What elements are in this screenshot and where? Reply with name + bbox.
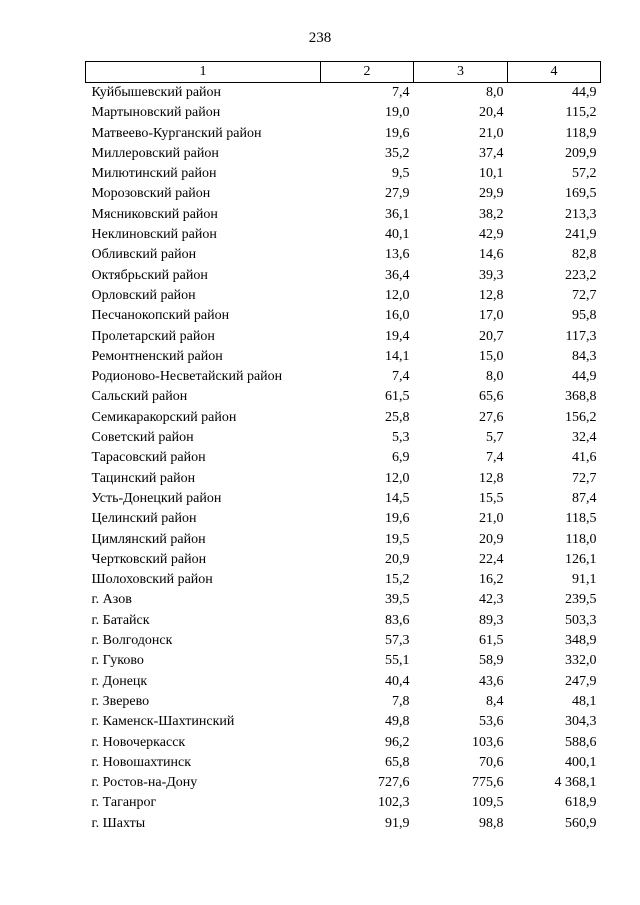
column-2-value: 96,2: [385, 734, 410, 750]
column-4-value: 209,9: [565, 145, 597, 161]
row-name-cell: Родионово-Несветайский район: [91, 369, 283, 385]
row-name-cell: Ремонтненский район: [91, 348, 223, 364]
column-3-value: 27,6: [479, 409, 504, 425]
column-2-value: 49,8: [385, 714, 410, 730]
column-3-value: 20,4: [479, 105, 504, 121]
row-name-cell: Цимлянский район: [91, 531, 206, 547]
row-name-cell: Куйбышевский район: [91, 85, 222, 100]
column-4-value: 72,7: [572, 287, 597, 303]
table-row: [86, 814, 601, 834]
column-4-value: 368,8: [565, 389, 597, 405]
row-name-cell: Шолоховский район: [91, 572, 213, 588]
column-4-value: 348,9: [565, 633, 597, 649]
column-2-value: 13,6: [385, 247, 410, 263]
column-4-value: 126,1: [565, 551, 597, 567]
column-3-value: 42,9: [479, 227, 504, 243]
table-row: [86, 266, 601, 286]
column-3-value: 15,5: [479, 490, 504, 506]
column-2-value: 25,8: [385, 409, 410, 425]
column-2-value: 57,3: [385, 633, 410, 649]
table-header: [86, 62, 601, 83]
column-4-value: 223,2: [565, 267, 597, 283]
row-name-cell: Чертковский район: [91, 551, 207, 567]
column-2-value: 12,0: [385, 287, 410, 303]
column-4-value: 91,1: [572, 572, 597, 588]
column-2-value: 727,6: [378, 775, 410, 791]
table-row: [86, 631, 601, 651]
column-2-value: 39,5: [385, 592, 410, 608]
column-4-value: 48,1: [572, 693, 597, 709]
column-2-value: 36,1: [385, 206, 410, 222]
column-2-value: 65,8: [385, 754, 410, 770]
table-row: [86, 184, 601, 204]
row-name-cell: Целинский район: [91, 511, 197, 527]
column-2-value: 6,9: [392, 450, 410, 466]
column-3-value: 8,4: [486, 693, 504, 709]
table-row: [86, 367, 601, 387]
row-name-cell: г. Волгодонск: [91, 633, 173, 649]
row-name-cell: Советский район: [91, 430, 194, 446]
table-row: [86, 509, 601, 529]
row-name-cell: Сальский район: [91, 389, 188, 405]
column-4-value: 169,5: [565, 186, 597, 202]
column-header-2: 2: [321, 62, 414, 83]
table-row: [86, 205, 601, 225]
column-3-value: 20,7: [479, 328, 504, 344]
column-3-value: 53,6: [479, 714, 504, 730]
column-header-4: 4: [508, 62, 601, 83]
column-4-value: 84,3: [572, 348, 597, 364]
column-3-value: 42,3: [479, 592, 504, 608]
column-2-value: 15,2: [385, 572, 410, 588]
column-2-value: 83,6: [385, 612, 410, 628]
column-3-value: 20,9: [479, 531, 504, 547]
column-3-value: 22,4: [479, 551, 504, 567]
row-name-cell: Мартыновский район: [91, 105, 221, 121]
column-4-value: 304,3: [565, 714, 597, 730]
table-row: [86, 611, 601, 631]
column-4-value: 4 368,1: [554, 775, 597, 791]
column-2-value: 19,6: [385, 511, 410, 527]
column-3-value: 61,5: [479, 633, 504, 649]
table-row: [86, 387, 601, 407]
column-2-value: 7,8: [392, 693, 410, 709]
table-row: [86, 733, 601, 753]
column-4-value: 156,2: [565, 409, 597, 425]
table-row: [86, 286, 601, 306]
column-header-1: 1: [86, 62, 321, 83]
column-3-value: 17,0: [479, 308, 504, 324]
column-4-value: 72,7: [572, 470, 597, 486]
column-3-value: 103,6: [472, 734, 504, 750]
table-row: [86, 347, 601, 367]
table-row: [86, 245, 601, 265]
row-name-cell: г. Донецк: [91, 673, 148, 689]
table-body: [86, 83, 601, 834]
row-name-cell: Октябрьский район: [91, 267, 208, 283]
row-name-cell: Усть-Донецкий район: [91, 490, 222, 506]
table-row: [86, 124, 601, 144]
column-3-value: 21,0: [479, 125, 504, 141]
column-3-value: 43,6: [479, 673, 504, 689]
column-2-value: 19,0: [385, 105, 410, 121]
table-row: [86, 408, 601, 428]
table-row: [86, 550, 601, 570]
row-name-cell: Миллеровский район: [91, 145, 219, 161]
row-name-cell: Пролетарский район: [91, 328, 215, 344]
column-2-value: 5,3: [392, 430, 410, 446]
table-row: [86, 692, 601, 712]
column-4-value: 115,2: [565, 105, 597, 121]
table-row: [86, 590, 601, 610]
column-3-value: 10,1: [479, 166, 504, 182]
column-3-value: 8,0: [486, 85, 504, 100]
column-3-value: 775,6: [472, 775, 504, 791]
row-name-cell: Тацинский район: [91, 470, 196, 486]
column-4-value: 503,3: [565, 612, 597, 628]
column-4-value: 560,9: [565, 815, 597, 831]
row-name-cell: г. Азов: [91, 592, 132, 608]
table-row: [86, 570, 601, 590]
column-2-value: 16,0: [385, 308, 410, 324]
page-number: 238: [308, 30, 332, 46]
table-row: [86, 83, 601, 104]
column-4-value: 241,9: [565, 227, 597, 243]
column-3-value: 14,6: [479, 247, 504, 263]
column-4-value: 239,5: [565, 592, 597, 608]
row-name-cell: г. Шахты: [91, 815, 146, 831]
table-row: [86, 327, 601, 347]
table-row: [86, 651, 601, 671]
column-2-value: 19,4: [385, 328, 410, 344]
row-name-cell: Милютинский район: [91, 166, 217, 182]
table-row: [86, 753, 601, 773]
table-row: [86, 225, 601, 245]
row-name-cell: Песчанокопский район: [91, 308, 230, 324]
column-2-value: 40,1: [385, 227, 410, 243]
column-3-value: 38,2: [479, 206, 504, 222]
column-3-value: 58,9: [479, 653, 504, 669]
column-3-value: 16,2: [479, 572, 504, 588]
column-4-value: 87,4: [572, 490, 597, 506]
column-4-value: 247,9: [565, 673, 597, 689]
column-3-value: 12,8: [479, 470, 504, 486]
table-row: [86, 103, 601, 123]
column-4-value: 213,3: [565, 206, 597, 222]
column-4-value: 82,8: [572, 247, 597, 263]
row-name-cell: Морозовский район: [91, 186, 211, 202]
column-2-value: 9,5: [392, 166, 410, 182]
column-3-value: 15,0: [479, 348, 504, 364]
column-3-value: 65,6: [479, 389, 504, 405]
column-2-value: 102,3: [378, 795, 410, 811]
column-header-3: 3: [414, 62, 508, 83]
column-2-value: 55,1: [385, 653, 410, 669]
row-name-cell: г. Каменск-Шахтинский: [91, 714, 235, 730]
column-2-value: 19,5: [385, 531, 410, 547]
column-3-value: 70,6: [479, 754, 504, 770]
row-name-cell: г. Новочеркасск: [91, 734, 186, 750]
column-3-value: 39,3: [479, 267, 504, 283]
column-4-value: 400,1: [565, 754, 597, 770]
column-3-value: 5,7: [486, 430, 504, 446]
column-3-value: 109,5: [472, 795, 504, 811]
table-row: [86, 712, 601, 732]
row-name-cell: Семикаракорский район: [91, 409, 237, 425]
column-4-value: 44,9: [572, 85, 597, 100]
column-3-value: 29,9: [479, 186, 504, 202]
column-2-value: 7,4: [392, 369, 410, 385]
row-name-cell: Орловский район: [91, 287, 196, 303]
column-4-value: 118,9: [565, 125, 597, 141]
column-2-value: 12,0: [385, 470, 410, 486]
row-name-cell: Обливский район: [91, 247, 197, 263]
column-4-value: 32,4: [572, 430, 597, 446]
table-row: [86, 469, 601, 489]
column-3-value: 12,8: [479, 287, 504, 303]
column-3-value: 98,8: [479, 815, 504, 831]
row-name-cell: Мясниковский район: [91, 206, 218, 222]
row-name-cell: г. Гуково: [91, 653, 144, 669]
row-name-cell: г. Зверево: [91, 693, 150, 709]
column-2-value: 40,4: [385, 673, 410, 689]
column-3-value: 21,0: [479, 511, 504, 527]
table-row: [86, 793, 601, 813]
column-2-value: 27,9: [385, 186, 410, 202]
column-2-value: 35,2: [385, 145, 410, 161]
row-name-cell: г. Новошахтинск: [91, 754, 192, 770]
table-row: [86, 164, 601, 184]
row-name-cell: г. Батайск: [91, 612, 150, 628]
column-3-value: 7,4: [486, 450, 504, 466]
column-4-value: 118,0: [565, 531, 597, 547]
column-4-value: 618,9: [565, 795, 597, 811]
row-name-cell: Неклиновский район: [91, 227, 217, 243]
column-2-value: 61,5: [385, 389, 410, 405]
column-3-value: 89,3: [479, 612, 504, 628]
column-2-value: 7,4: [392, 85, 410, 100]
column-4-value: 118,5: [565, 511, 597, 527]
table-row: [86, 448, 601, 468]
column-3-value: 37,4: [479, 145, 504, 161]
header-row: [86, 62, 601, 83]
column-2-value: 91,9: [385, 815, 410, 831]
table-row: [86, 773, 601, 793]
column-2-value: 19,6: [385, 125, 410, 141]
table-row: [86, 672, 601, 692]
column-4-value: 332,0: [565, 653, 597, 669]
column-4-value: 44,9: [572, 369, 597, 385]
table-row: [86, 306, 601, 326]
row-name-cell: г. Ростов-на-Дону: [91, 775, 198, 791]
data-table: [85, 61, 601, 834]
column-2-value: 36,4: [385, 267, 410, 283]
column-3-value: 8,0: [486, 369, 504, 385]
column-2-value: 14,5: [385, 490, 410, 506]
table-row: [86, 428, 601, 448]
row-name-cell: Тарасовский район: [91, 450, 206, 466]
column-4-value: 57,2: [572, 166, 597, 182]
column-4-value: 117,3: [565, 328, 597, 344]
column-4-value: 41,6: [572, 450, 597, 466]
row-name-cell: г. Таганрог: [91, 795, 157, 811]
column-2-value: 20,9: [385, 551, 410, 567]
table-row: [86, 530, 601, 550]
column-4-value: 95,8: [572, 308, 597, 324]
row-name-cell: Матвеево-Курганский район: [91, 125, 262, 141]
column-4-value: 588,6: [565, 734, 597, 750]
column-2-value: 14,1: [385, 348, 410, 364]
table-row: [86, 489, 601, 509]
table-row: [86, 144, 601, 164]
